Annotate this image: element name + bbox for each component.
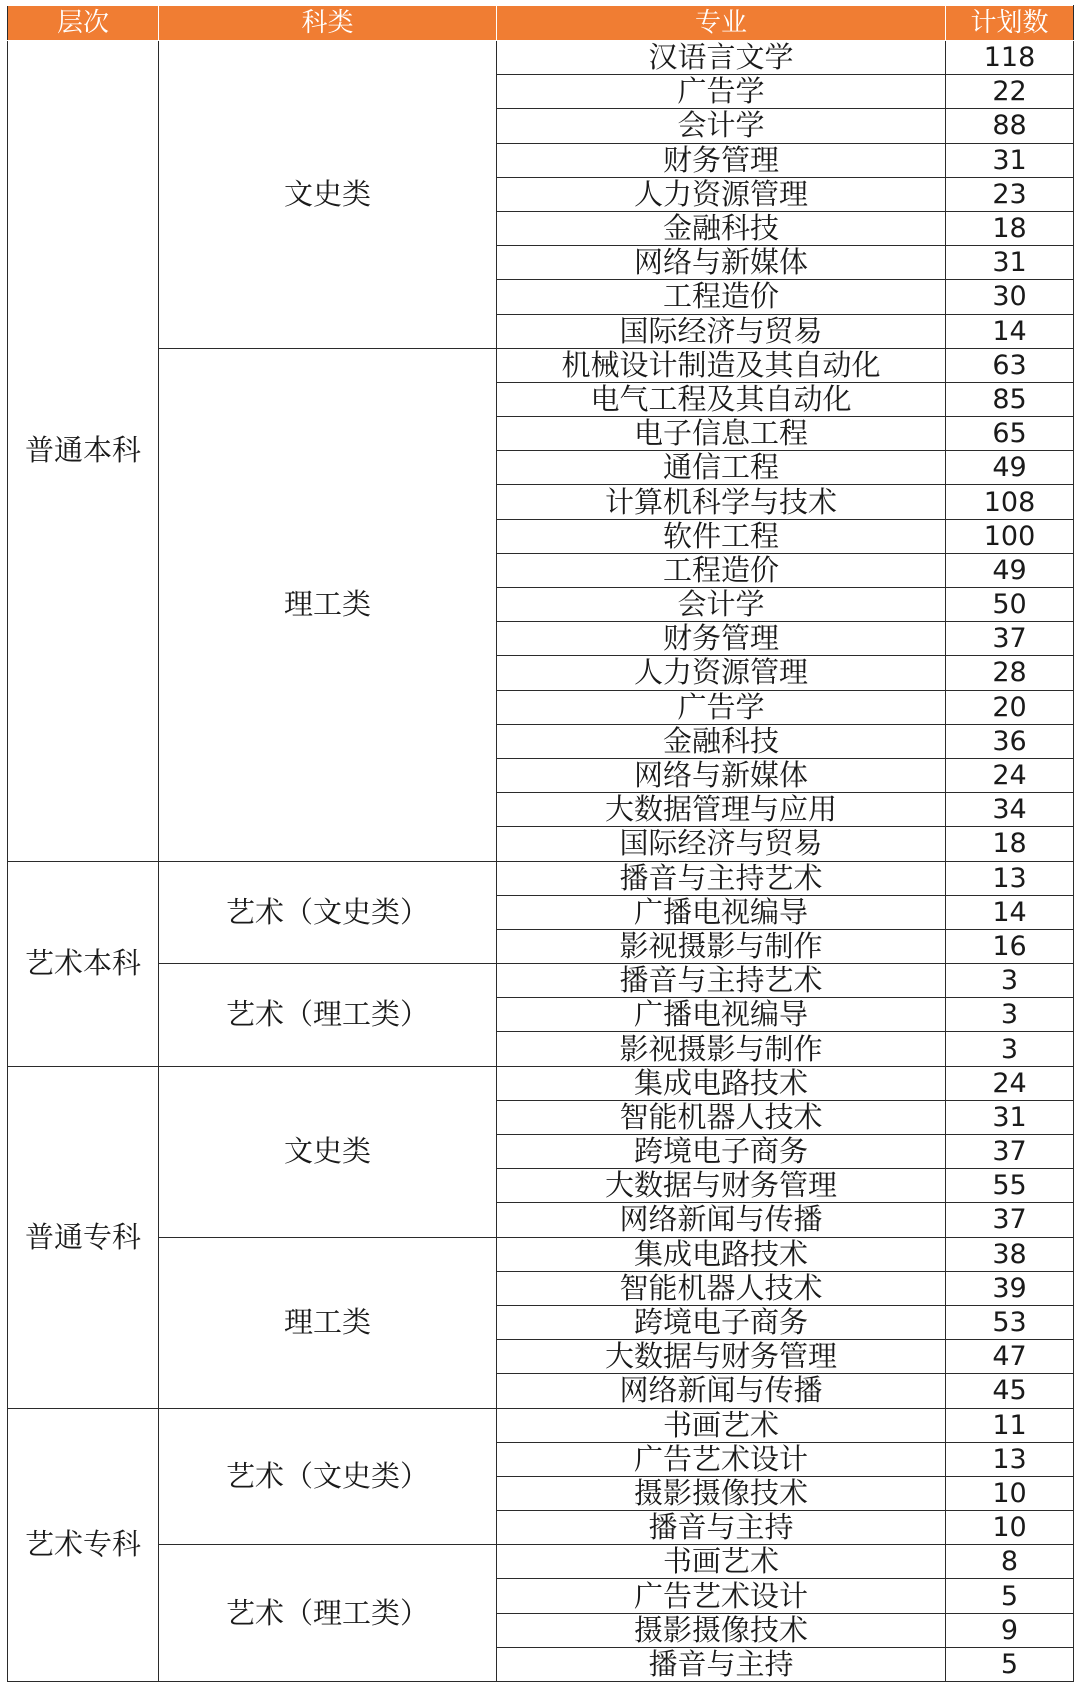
- major-cell: 会计学: [497, 588, 946, 622]
- major-cell: 人力资源管理: [497, 177, 946, 211]
- plan-count-cell: 14: [946, 314, 1074, 348]
- category-cell: 艺术（文史类）: [159, 861, 497, 964]
- level-cell: 普通本科: [8, 41, 159, 862]
- major-cell: 电气工程及其自动化: [497, 382, 946, 416]
- major-cell: 广告艺术设计: [497, 1442, 946, 1476]
- plan-count-cell: 10: [946, 1511, 1074, 1545]
- plan-count-cell: 85: [946, 382, 1074, 416]
- plan-count-cell: 3: [946, 1032, 1074, 1066]
- plan-count-cell: 31: [946, 1100, 1074, 1134]
- major-cell: 书画艺术: [497, 1408, 946, 1442]
- plan-count-cell: 38: [946, 1237, 1074, 1271]
- table-header: [8, 6, 1074, 41]
- major-cell: 大数据与财务管理: [497, 1340, 946, 1374]
- major-cell: 计算机科学与技术: [497, 485, 946, 519]
- table-row: [8, 1066, 1074, 1100]
- major-cell: 工程造价: [497, 280, 946, 314]
- plan-count-cell: 8: [946, 1545, 1074, 1579]
- plan-count-cell: 88: [946, 109, 1074, 143]
- major-cell: 汉语言文学: [497, 41, 946, 75]
- plan-count-cell: 28: [946, 656, 1074, 690]
- plan-count-cell: 16: [946, 929, 1074, 963]
- plan-count-cell: 49: [946, 451, 1074, 485]
- plan-count-cell: 11: [946, 1408, 1074, 1442]
- plan-count-cell: 45: [946, 1374, 1074, 1408]
- table-row: [8, 1408, 1074, 1442]
- level-cell: 普通专科: [8, 1066, 159, 1408]
- major-cell: 电子信息工程: [497, 417, 946, 451]
- major-cell: 广播电视编导: [497, 998, 946, 1032]
- category-cell: 艺术（文史类）: [159, 1408, 497, 1545]
- plan-count-cell: 13: [946, 861, 1074, 895]
- major-cell: 摄影摄像技术: [497, 1613, 946, 1647]
- category-cell: 文史类: [159, 41, 497, 349]
- category-cell: 理工类: [159, 1237, 497, 1408]
- major-cell: 摄影摄像技术: [497, 1476, 946, 1510]
- column-header-major: 专业: [497, 6, 946, 41]
- plan-count-cell: 50: [946, 588, 1074, 622]
- major-cell: 播音与主持: [497, 1511, 946, 1545]
- major-cell: 集成电路技术: [497, 1066, 946, 1100]
- plan-count-cell: 18: [946, 211, 1074, 245]
- category-cell: 艺术（理工类）: [159, 964, 497, 1067]
- major-cell: 网络新闻与传播: [497, 1374, 946, 1408]
- major-cell: 财务管理: [497, 143, 946, 177]
- major-cell: 通信工程: [497, 451, 946, 485]
- table-body: [8, 41, 1074, 1682]
- column-header-category: 科类: [159, 6, 497, 41]
- major-cell: 广告艺术设计: [497, 1579, 946, 1613]
- table-row: [8, 861, 1074, 895]
- major-cell: 大数据管理与应用: [497, 793, 946, 827]
- plan-count-cell: 20: [946, 690, 1074, 724]
- category-cell: 文史类: [159, 1066, 497, 1237]
- column-header-level: 层次: [8, 6, 159, 41]
- major-cell: 国际经济与贸易: [497, 314, 946, 348]
- plan-count-cell: 13: [946, 1442, 1074, 1476]
- plan-count-cell: 5: [946, 1579, 1074, 1613]
- major-cell: 软件工程: [497, 519, 946, 553]
- major-cell: 广播电视编导: [497, 895, 946, 929]
- plan-count-cell: 118: [946, 41, 1074, 75]
- level-cell: 艺术专科: [8, 1408, 159, 1682]
- plan-count-cell: 47: [946, 1340, 1074, 1374]
- major-cell: 智能机器人技术: [497, 1271, 946, 1305]
- plan-count-cell: 36: [946, 724, 1074, 758]
- table-row: [8, 964, 1074, 998]
- major-cell: 网络与新媒体: [497, 758, 946, 792]
- major-cell: 金融科技: [497, 724, 946, 758]
- plan-count-cell: 3: [946, 964, 1074, 998]
- major-cell: 集成电路技术: [497, 1237, 946, 1271]
- column-header-plan-count: 计划数: [946, 6, 1074, 41]
- plan-count-cell: 65: [946, 417, 1074, 451]
- major-cell: 网络新闻与传播: [497, 1203, 946, 1237]
- major-cell: 播音与主持: [497, 1647, 946, 1681]
- plan-count-cell: 63: [946, 348, 1074, 382]
- plan-count-cell: 3: [946, 998, 1074, 1032]
- plan-count-cell: 53: [946, 1305, 1074, 1339]
- plan-count-cell: 37: [946, 622, 1074, 656]
- plan-count-cell: 34: [946, 793, 1074, 827]
- major-cell: 财务管理: [497, 622, 946, 656]
- plan-count-cell: 100: [946, 519, 1074, 553]
- major-cell: 跨境电子商务: [497, 1135, 946, 1169]
- major-cell: 播音与主持艺术: [497, 861, 946, 895]
- level-cell: 艺术本科: [8, 861, 159, 1066]
- major-cell: 智能机器人技术: [497, 1100, 946, 1134]
- major-cell: 金融科技: [497, 211, 946, 245]
- major-cell: 人力资源管理: [497, 656, 946, 690]
- plan-count-cell: 10: [946, 1476, 1074, 1510]
- plan-count-cell: 18: [946, 827, 1074, 861]
- major-cell: 影视摄影与制作: [497, 929, 946, 963]
- plan-count-cell: 24: [946, 758, 1074, 792]
- plan-count-cell: 31: [946, 246, 1074, 280]
- major-cell: 播音与主持艺术: [497, 964, 946, 998]
- plan-count-cell: 24: [946, 1066, 1074, 1100]
- major-cell: 跨境电子商务: [497, 1305, 946, 1339]
- plan-count-cell: 55: [946, 1169, 1074, 1203]
- table-row: [8, 1545, 1074, 1579]
- category-cell: 理工类: [159, 348, 497, 861]
- major-cell: 工程造价: [497, 553, 946, 587]
- plan-count-cell: 31: [946, 143, 1074, 177]
- plan-count-cell: 9: [946, 1613, 1074, 1647]
- table-row: [8, 348, 1074, 382]
- major-cell: 书画艺术: [497, 1545, 946, 1579]
- table-row: [8, 41, 1074, 75]
- plan-count-cell: 30: [946, 280, 1074, 314]
- category-cell: 艺术（理工类）: [159, 1545, 497, 1682]
- major-cell: 机械设计制造及其自动化: [497, 348, 946, 382]
- table-row: [8, 1237, 1074, 1271]
- plan-count-cell: 22: [946, 75, 1074, 109]
- major-cell: 网络与新媒体: [497, 246, 946, 280]
- header-row: [8, 6, 1074, 41]
- plan-count-cell: 108: [946, 485, 1074, 519]
- plan-count-cell: 5: [946, 1647, 1074, 1681]
- major-cell: 影视摄影与制作: [497, 1032, 946, 1066]
- plan-count-cell: 49: [946, 553, 1074, 587]
- major-cell: 会计学: [497, 109, 946, 143]
- major-cell: 广告学: [497, 75, 946, 109]
- plan-count-cell: 39: [946, 1271, 1074, 1305]
- major-cell: 国际经济与贸易: [497, 827, 946, 861]
- major-cell: 大数据与财务管理: [497, 1169, 946, 1203]
- plan-count-cell: 14: [946, 895, 1074, 929]
- enrollment-plan-table: [7, 5, 1074, 1682]
- major-cell: 广告学: [497, 690, 946, 724]
- plan-count-cell: 37: [946, 1135, 1074, 1169]
- plan-count-cell: 23: [946, 177, 1074, 211]
- plan-count-cell: 37: [946, 1203, 1074, 1237]
